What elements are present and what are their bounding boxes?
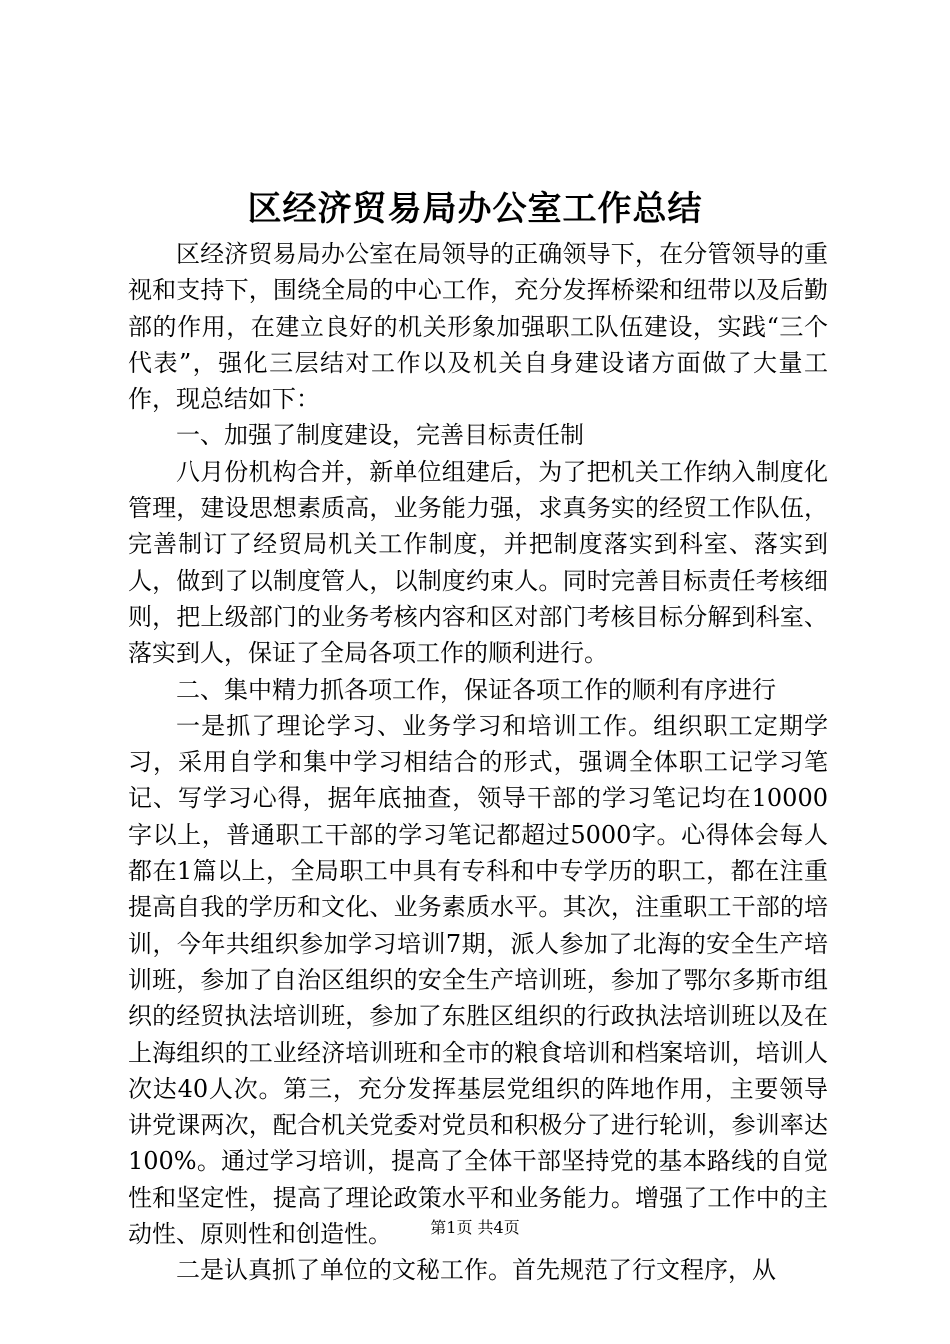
section-1-paragraph: 八月份机构合并，新单位组建后，为了把机关工作纳入制度化管理，建设思想素质高，业务能力强，求真务实的经贸工作队伍，完善制订了经贸局机关工作制度，并把制度落实到科室、落实到人，做到了以制度管人，以制度约束人。同时完善目标责任考核细则，把上级部门的业务考核内容和区对部门考核目标分解到科室、落实到人，保证了全局各项工作的顺利进行。 — [128, 457, 828, 668]
page-number-footer: 第1页 共4页 — [430, 1218, 520, 1237]
document-body — [128, 236, 828, 1289]
section-2-paragraph-2: 二是认真抓了单位的文秘工作。首先规范了行文程序，从 — [176, 1256, 776, 1285]
section-heading-2: 二、集中精力抓各项工作，保证各项工作的顺利有序进行 — [176, 675, 776, 704]
document-title: 区经济贸易局办公室工作总结 — [247, 189, 703, 229]
section-heading-1: 一、加强了制度建设，完善目标责任制 — [176, 421, 584, 450]
section-2-paragraph-1: 一是抓了理论学习、业务学习和培训工作。组织职工定期学习，采用自学和集中学习相结合的形式，强调全体职工记学习笔记、写学习心得，据年底抽查，领导干部的学习笔记均在10000字以上，普通职工干部的学习笔记都超过5000字。心得体会每人都在1篇以上，全局职工中具有专科和中专学历的职工，都在注重提高自我的学历和文化、业务素质水平。其次，注重职工干部的培训，今年共组织参加学习培训7期，派人参加了北海的安全生产培训班，参加了自治区组织的安全生产培训班，参加了鄂尔多斯市组织的经贸执法培训班，参加了东胜区组织的行政执法培训班以及在上海组织的工业经济培训班和全市的粮食培训和档案培训，培训人次达40人次。第三，充分发挥基层党组织的阵地作用，主要领导讲党课两次，配合机关党委对党员和积极分了进行轮训，参训率达100%。通过学习培训，提高了全体干部坚持党的基本路线的自觉性和坚定性，提高了理论政策水平和业务能力。增强了工作中的主动性、原则性和创造性。 — [128, 711, 828, 1249]
intro-paragraph: 区经济贸易局办公室在局领导的正确领导下，在分管领导的重视和支持下，围绕全局的中心工作，充分发挥桥梁和纽带以及后勤部的作用，在建立良好的机关形象加强职工队伍建设，实践“三个代表”，强化三层结对工作以及机关自身建设诸方面做了大量工作，现总结如下： — [128, 240, 828, 414]
